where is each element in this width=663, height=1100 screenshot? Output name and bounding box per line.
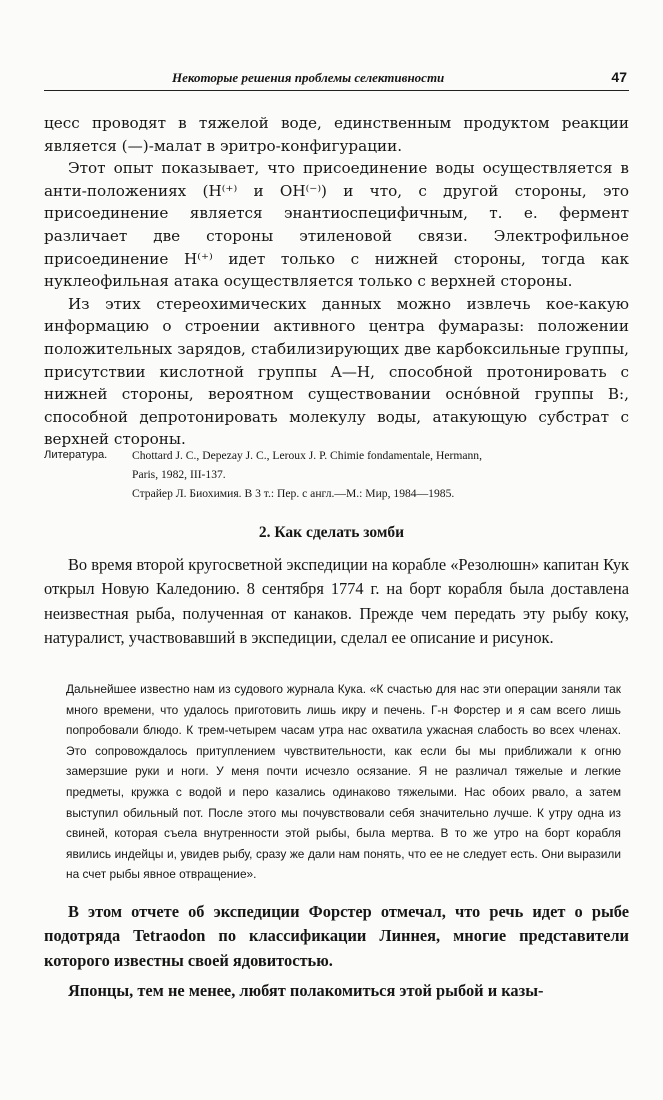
- reference-2: Страйер Л. Биохимия. В 3 т.: Пер. с англ.—М.: Мир, 1984—1985.: [132, 487, 455, 500]
- body-text: [44, 112, 629, 451]
- paragraph-anti-addition: Этот опыт показывает, что присоединение воды осуществляется в анти-положениях (H⁽⁺⁾ и OH⁽⁻⁾) и что, с другой стороны, это присоединение является энантиоспецифичным, т. е. фермент различает две стороны этиленовой связи. Электрофильное присоединение H⁽⁺⁾ идет только с нижней стороны, тогда как нуклеофильная атака осуществляется только с верхней стороны.: [44, 159, 629, 291]
- paragraph-cook-expedition: Во время второй кругосветной экспедиции на корабле «Резолюшн» капитан Кук открыл Новую Каледонию. 8 сентября 1774 г. на борт корабля была доставлена неизвестная рыба, полученная от канаков. Прежде чем передать эту рыбу коку, натуралист, участвовавший в экспедиции, сделал ее описание и рисунок.: [44, 555, 629, 648]
- running-header: [44, 68, 629, 91]
- paragraph-forster-report: В этом отчете об экспедиции Форстер отмечал, что речь идет о рыбе подотряда Tetraodon по классификации Линнея, многие представители которого известны своей ядовитостью.: [44, 902, 629, 970]
- paragraph-japanese: Японцы, тем не менее, любят полакомиться этой рыбой и казы-: [68, 981, 544, 1001]
- references: [44, 446, 629, 503]
- reference-1-continuation: Paris, 1982, III-137.: [132, 468, 226, 481]
- running-title: Некоторые решения проблемы селективности: [172, 70, 445, 85]
- paragraph-continuation: цесс проводят в тяжелой воде, единственным продуктом реакции является (—)-малат в эритро-конфигурации.: [44, 114, 629, 155]
- section-intro: [44, 553, 629, 651]
- references-label: Литература.: [44, 449, 108, 461]
- page-number: 47: [611, 69, 627, 85]
- reference-1: Chottard J. C., Depezay J. C., Leroux J. P. Chimie fondamentale, Hermann,: [132, 449, 482, 462]
- section-heading: 2. Как сделать зомби: [258, 524, 405, 541]
- paragraph-active-center: Из этих стереохимических данных можно извлечь кое-какую информацию о строении активного центра фумаразы: положении положительных зарядов, стабилизирующих две карбоксильные группы, присутствии кислотной группы A—H, способной протонировать с нижней стороны, вероятном существовании оснóвной группы B:, способной депротонировать молекулу воды, атакующую субстрат с верхней стороны.: [44, 294, 629, 449]
- ship-log-quote: Дальнейшее известно нам из судового журнала Кука. «К счастью для нас эти операции заняли так много времени, что удалось приготовить лишь икру и печень. Г-н Форстер и я сам всего лишь попробовали блюдо. К трем-четырем часам утра нас охватила ужасная слабость во всех членах. Это сопровождалось притуплением чувствительности, как если бы мы приближали к огню замерзшие руки и ноги. У меня почти исчезло осязание. Я не различал тяжелые и легкие предметы, кружка с водой и перо казались одинаково тяжелыми. Нас обоих рвало, а затем выступил обильный пот. После этого мы почувствовали себя значительно лучше. К утру одна из свиней, которая съела внутренности этой рыбы, была мертва. В то же утро на борт корабля явились индейцы и, увидев рыбу, сразу же дали нам понять, что ее не следует есть. Они выразили на счет рыбы явное отвращение».: [66, 682, 621, 882]
- section-closing: [44, 900, 629, 1004]
